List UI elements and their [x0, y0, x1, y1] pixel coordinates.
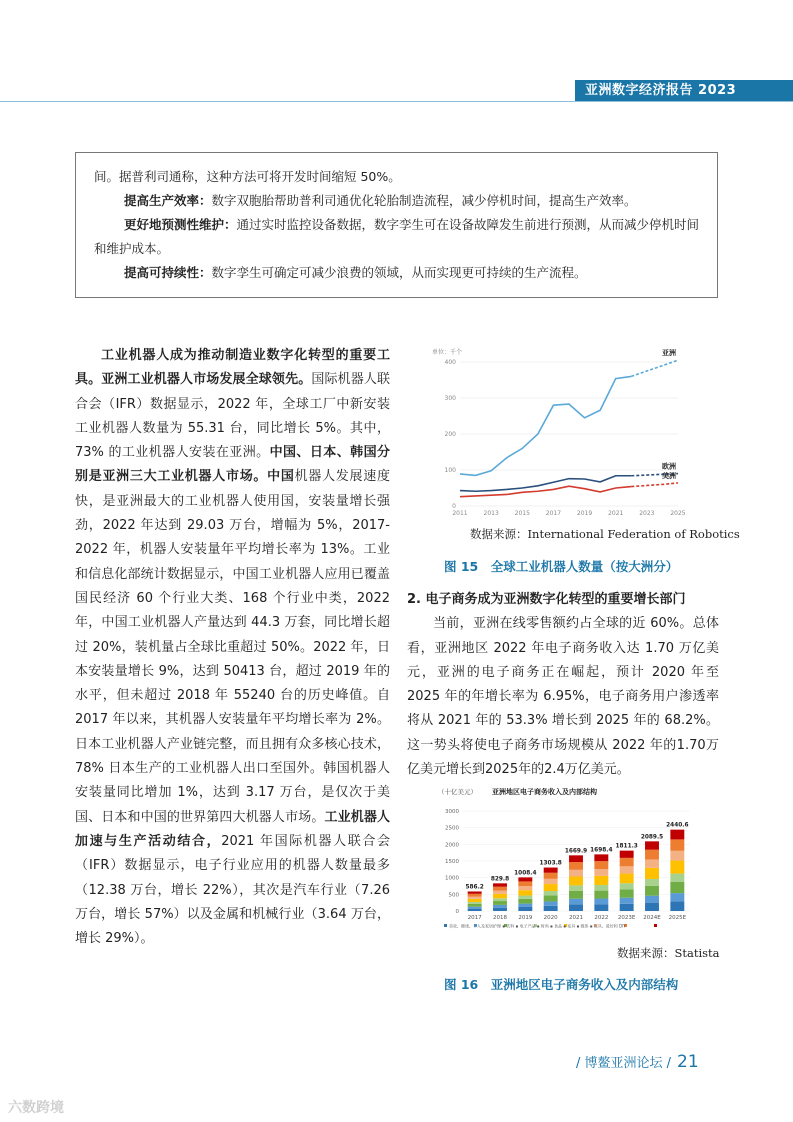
- bar-segment: [544, 906, 558, 911]
- y-tick-label: 2500: [445, 825, 459, 832]
- series-projection-美洲: [631, 483, 678, 487]
- bar-data-label: 586.2: [465, 884, 484, 891]
- x-tick-label: 2019: [576, 510, 593, 517]
- bar-data-label: 1008.4: [514, 870, 537, 877]
- bar-data-label: 2089.5: [640, 834, 664, 841]
- series-label: 亚洲: [662, 349, 676, 358]
- y-tick-label: 500: [448, 892, 459, 899]
- bar-segment: [620, 874, 634, 884]
- bar-segment: [569, 891, 583, 899]
- x-tick-label: 2015: [514, 510, 530, 517]
- bar-segment: [645, 886, 659, 896]
- bar-segment: [569, 855, 583, 862]
- page-number: 21: [677, 1052, 699, 1072]
- legend-swatch: [444, 924, 447, 927]
- y-tick-label: 400: [444, 359, 456, 366]
- x-tick-label: 2018: [493, 915, 507, 921]
- footer: [576, 1052, 699, 1072]
- x-tick-label: 2021: [569, 915, 583, 921]
- bar-segment: [468, 897, 482, 899]
- bar-segment: [620, 904, 634, 911]
- y-tick-label: 0: [455, 909, 459, 915]
- y-axis-unit: 单位：千个: [432, 349, 463, 356]
- bar-segment: [468, 899, 482, 902]
- x-tick-label: 2020: [543, 915, 558, 921]
- y-tick-label: 2000: [445, 842, 459, 849]
- footer-forum: / 博鳌亚洲论坛 /: [576, 1056, 672, 1071]
- bar-segment: [620, 858, 634, 866]
- bar-segment: [468, 891, 482, 893]
- bar-segment: [468, 904, 482, 907]
- bar-segment: [645, 903, 659, 911]
- bar-segment: [518, 904, 532, 907]
- bar-data-label: 2440.6: [666, 822, 689, 829]
- bar-segment: [493, 901, 507, 905]
- y-tick-label: 100: [444, 467, 456, 474]
- section-heading: 2. 电子商务成为亚洲数字化转型的重要增长部门: [407, 592, 686, 607]
- series-label: 美洲: [662, 471, 676, 480]
- figure15-source: 数据来源：International Federation of Robotics: [470, 527, 740, 541]
- x-tick-label: 2013: [483, 510, 499, 517]
- bar-segment: [518, 886, 532, 890]
- bar-segment: [670, 893, 684, 901]
- bar-segment: [544, 891, 558, 895]
- x-tick-label: 2023E: [617, 915, 636, 921]
- bar-segment: [670, 874, 684, 882]
- bar-segment: [493, 905, 507, 908]
- bar-segment: [518, 896, 532, 899]
- bar-segment: [468, 907, 482, 909]
- bar-segment: [594, 899, 608, 905]
- x-tick-label: 2022: [594, 915, 609, 921]
- bar-segment: [645, 896, 659, 903]
- bar-segment: [594, 904, 608, 911]
- bar-segment: [518, 881, 532, 886]
- bar-segment: [569, 876, 583, 885]
- bar-segment: [493, 891, 507, 894]
- bar-segment: [518, 907, 532, 911]
- case-box-line1: 间。据普利司通称，这种方法可将开发时间缩短 50%。: [94, 169, 401, 184]
- robots-by-continent-chart: [428, 342, 688, 518]
- bar-segment: [620, 898, 634, 904]
- chart-title: 亚洲地区电子商务收入及内部结构: [492, 788, 597, 796]
- bar-segment: [569, 862, 583, 870]
- bar-segment: [620, 866, 634, 873]
- x-tick-label: 2024E: [643, 915, 661, 921]
- report-title: 亚洲数字经济报告 2023: [585, 83, 737, 98]
- right-column: [407, 588, 719, 782]
- left-paragraph: 工业机器人成为推动制造业数字化转型的重要工具。亚洲工业机器人市场发展全球领先。国际机器人联合会（IFR）数据显示，2022 年，全球工厂中新安装工业机器人数量为 55.31 台，同比增长 5%。其中，73% 的工业机器人安装在亚洲。中国、日本、韩国分别是亚洲三大工业机器人市场。中国机器人发展速度快，是亚洲最大的工业机器人使用国，安装量增长强劲，2022 年达到 29.03 万台，增幅为 5%，2017-2022 年，机器人安装量年平均增长率为 13%。工业和信息化部统计数据显示，中国工业机器人应用已覆盖国民经济 60 个行业大类、168 个行业中类，2022 年，中国工业机器人产量达到 44.3 万套，同比增长超过 20%，装机量占全球比重超过 50%。2022 年，日本安装量增长 9%，达到 50413 台，超过 2019 年的水平，但未超过 2018 年 55240 台的历史峰值。自 2017 年以来，其机器人安装量年平均增长率为 2%。日本工业机器人产业链完整，而且拥有众多核心技术，78% 日本生产的工业机器人出口至国外。韩国机器人安装量同比增加 1%，达到 3.17 万台，是仅次于美国、日本和中国的世界第四大机器人市场。工业机器人加速与生产活动结合，2021 年国际机器人联合会（IFR）数据显示，电子行业应用的机器人数量最多（12.38 万台，增长 22%），其次是汽车行业（7.26 万台，增长 57%）以及金属和机械行业（3.64 万台，增长 29%）。: [75, 348, 390, 947]
- y-axis-unit: （十亿美元）: [438, 788, 477, 796]
- series-label: 欧洲: [662, 462, 676, 471]
- bar-segment: [518, 890, 532, 895]
- bar-segment: [544, 884, 558, 891]
- bar-segment: [468, 902, 482, 904]
- bar-segment: [594, 876, 608, 885]
- bar-segment: [620, 889, 634, 897]
- bar-segment: [645, 841, 659, 849]
- legend-swatch: [654, 924, 657, 927]
- bar-segment: [518, 899, 532, 904]
- y-tick-label: 1500: [445, 859, 459, 865]
- watermark-logo: 六数跨境: [8, 1100, 64, 1116]
- bar-data-label: 1698.4: [590, 847, 613, 854]
- series-projection-亚洲: [631, 360, 678, 376]
- bar-segment: [518, 877, 532, 881]
- figure16-source: 数据来源：Statista: [617, 946, 720, 960]
- case-box-item1: 提高生产效率：数字双胞胎帮助普利司通优化轮胎制造流程，减少停机时间，提高生产效率。: [124, 193, 637, 208]
- bar-segment: [594, 869, 608, 876]
- bar-segment: [493, 883, 507, 886]
- x-tick-label: 2025E: [668, 915, 687, 921]
- header-rule: [0, 101, 793, 102]
- bar-segment: [544, 901, 558, 905]
- bar-segment: [544, 879, 558, 884]
- bar-segment: [493, 894, 507, 898]
- series-line-亚洲: [460, 376, 631, 475]
- bar-segment: [594, 891, 608, 899]
- legend-text: 美妆、健康、个人及家居护理 ▪ 饮料 ▪ 电子产品 ▪ 时尚 ▪ 食品 ▪ 家具 ▪ 媒体 ▪ 玩具、爱好和 DIY: [449, 923, 626, 929]
- y-tick-label: 1000: [445, 875, 459, 882]
- left-column: [75, 344, 390, 951]
- bar-segment: [670, 861, 684, 874]
- bar-segment: [645, 850, 659, 860]
- bar-segment: [493, 908, 507, 911]
- bar-segment: [645, 868, 659, 879]
- bar-data-label: 1669.9: [564, 848, 588, 855]
- case-box-item3: 提高可持续性：数字孪生可确定可减少浪费的领域，从而实现更可持续的生产流程。: [124, 265, 587, 280]
- x-tick-label: 2011: [452, 510, 468, 517]
- bar-segment: [569, 870, 583, 877]
- bar-segment: [594, 854, 608, 861]
- y-tick-label: 200: [444, 431, 456, 438]
- x-tick-label: 2017: [545, 510, 562, 517]
- bar-segment: [544, 895, 558, 901]
- bar-segment: [493, 887, 507, 891]
- x-tick-label: 2023: [639, 510, 655, 517]
- bar-segment: [670, 901, 684, 911]
- bar-segment: [493, 898, 507, 901]
- bar-segment: [670, 830, 684, 840]
- ecommerce-paragraph: 当前，亚洲在线零售额约占全球的近 60%。总体看，亚洲地区 2022 年电子商务收入达 1.70 万亿美元，亚洲的电子商务正在崛起，预计 2020 年至 2025 年的年增长率为 6.95%，电子商务用户渗透率将从 2021 年的 53.3% 增长到 2025 年的 68.2%。这一势头将使电子商务市场规模从 2022 年的1.70万亿美元增长到2025年的2.4万亿美元。: [407, 616, 719, 778]
- figure16-caption: 图 16 亚洲地区电子商务收入及内部结构: [444, 977, 679, 992]
- y-tick-label: 0: [452, 503, 456, 510]
- case-box-item2: 更好地预测性维护：通过实时监控设备数据，数字孪生可在设备故障发生前进行预测，从而减少停机时间和维护成本。: [94, 217, 700, 256]
- bar-segment: [468, 894, 482, 897]
- bar-segment: [670, 882, 684, 893]
- report-title-band: [575, 80, 793, 102]
- bar-segment: [645, 859, 659, 867]
- bar-segment: [569, 899, 583, 905]
- bar-data-label: 829.8: [490, 876, 510, 883]
- bar-segment: [569, 904, 583, 911]
- case-box: [75, 152, 718, 298]
- bar-data-label: 1811.3: [615, 843, 638, 850]
- x-tick-label: 2019: [518, 915, 533, 921]
- bar-segment: [645, 879, 659, 886]
- bar-segment: [594, 885, 608, 891]
- x-tick-label: 2021: [608, 510, 624, 517]
- bar-segment: [468, 909, 482, 911]
- bar-segment: [620, 883, 634, 889]
- bar-segment: [670, 839, 684, 850]
- asia-ecommerce-chart: [436, 783, 696, 933]
- x-tick-label: 2017: [467, 915, 482, 921]
- bar-data-label: 1303.8: [539, 860, 562, 867]
- bar-segment: [569, 885, 583, 891]
- bar-segment: [544, 873, 558, 879]
- bar-segment: [620, 851, 634, 858]
- series-line-欧洲: [460, 476, 631, 491]
- figure15-caption: 图 15 全球工业机器人数量（按大洲分）: [444, 559, 679, 574]
- bar-segment: [544, 868, 558, 873]
- y-tick-label: 300: [444, 395, 456, 402]
- bar-segment: [594, 861, 608, 869]
- bar-segment: [670, 851, 684, 861]
- y-tick-label: 3000: [445, 809, 459, 815]
- x-tick-label: 2025: [670, 510, 686, 517]
